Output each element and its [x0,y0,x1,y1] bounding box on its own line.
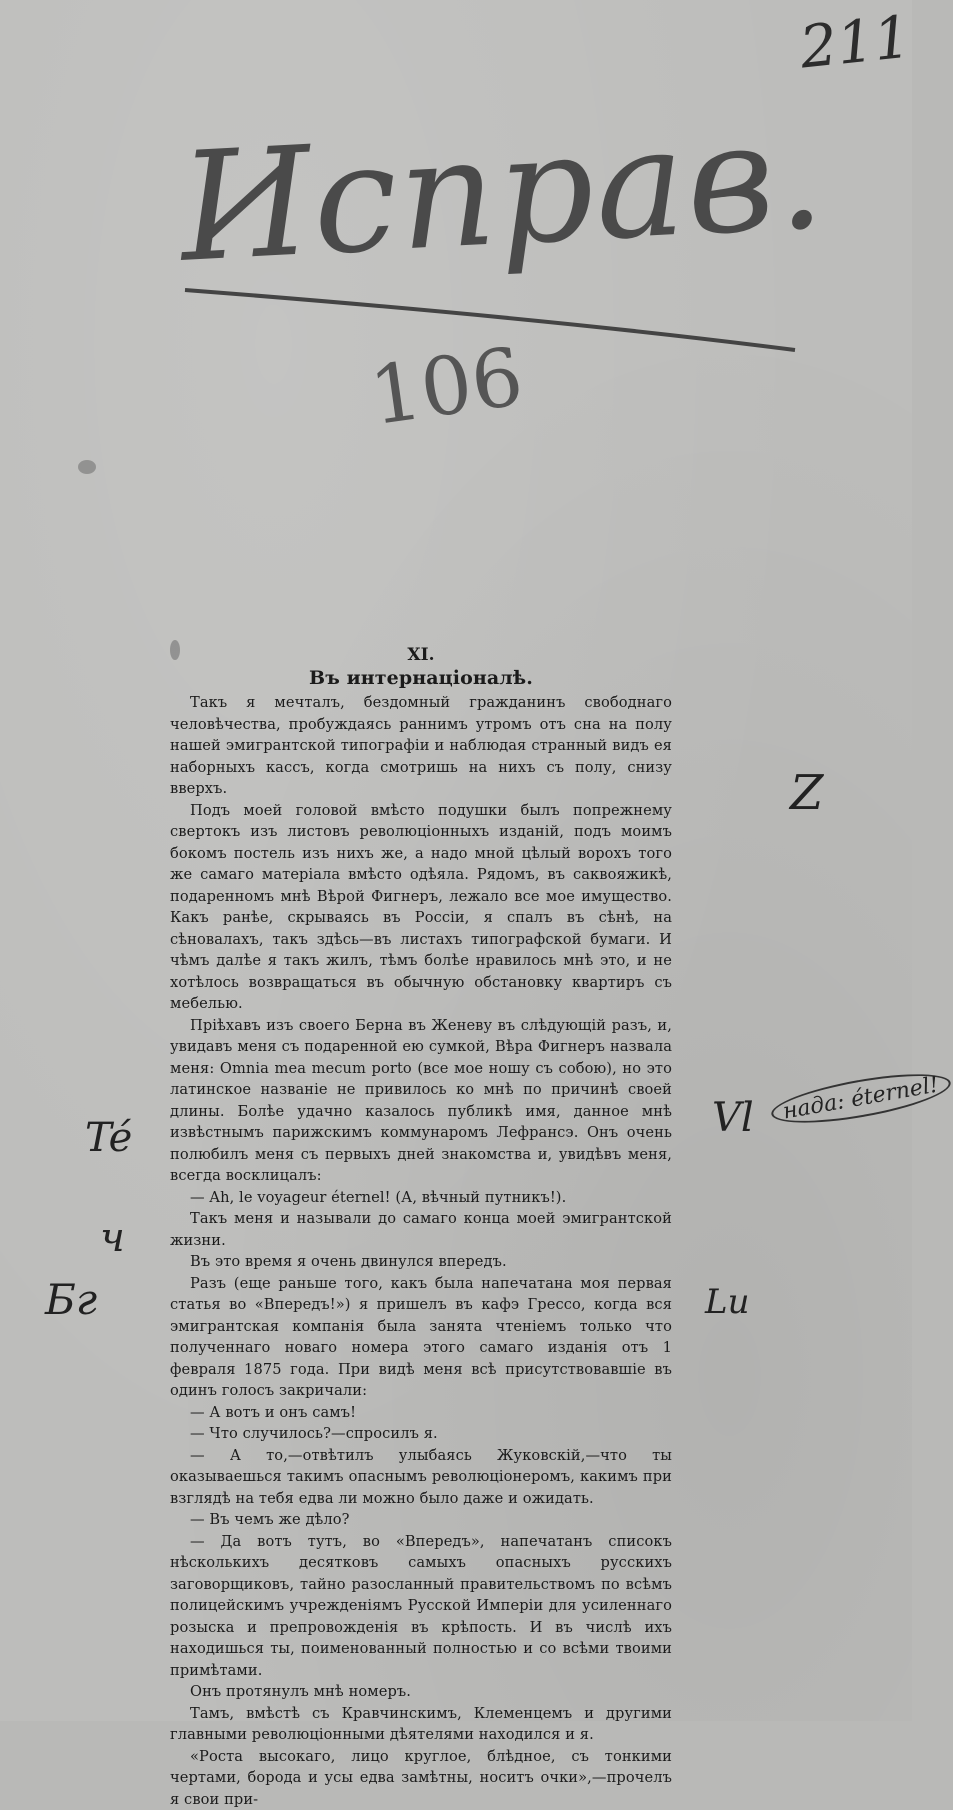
page-number-handwritten: 211 [797,2,914,81]
paragraph: Онъ протянулъ мнѣ номеръ. [170,1681,672,1703]
stain-mark [78,460,96,474]
margin-note: Té [85,1115,132,1161]
paragraph: — Да вотъ тутъ, во «Впередъ», напечатанъ списокъ нѣсколькихъ десятковъ самыхъ опасныхъ русскихъ заговорщиковъ, тайно разосланный правительствомъ по всѣмъ полицейскимъ учрежденіямъ Русской Имперіи для усиленнаго розыска и препровожденія въ крѣпость. И въ числѣ ихъ находишься ты, поименованный полностью и со всѣми твоими примѣтами. [170,1531,672,1682]
header-handwritten-word: Исправ. [176,88,830,296]
paragraph: — Что случилось?—спросилъ я. [170,1423,672,1445]
margin-note: Z [790,765,823,821]
paragraph: Тамъ, вмѣстѣ съ Кравчинскимъ, Клеменцемъ и другими главными революціонными дѣятелями находился и я. [170,1703,672,1746]
paragraph: — Въ чемъ же дѣло? [170,1509,672,1531]
margin-note: Lu [705,1282,749,1322]
margin-note: ч [100,1215,125,1261]
paragraph: Пріѣхавъ изъ своего Берна въ Женеву въ слѣдующій разъ, и, увидавъ меня съ подаренной ею сумкой, Вѣра Фигнеръ назвала меня: Omnia mea mecum porto (все мое ношу съ собою), но это латинское названіе не привилось ко мнѣ по причинѣ своей длины. Болѣе удачно казалось публикѣ имя, данное мнѣ извѣстнымъ парижскимъ коммунаромъ Лефрансэ. Онъ очень полюбилъ меня съ первыхъ дней знакомства и, увидѣвъ меня, всегда восклицалъ: [170,1015,672,1187]
paragraph: Такъ я мечталъ, бездомный гражданинъ свободнаго человѣчества, пробуждаясь раннимъ утромъ отъ сна на полу нашей эмигрантской типографіи и наблюдая странный видъ ея наборныхъ кассъ, когда смотришь на нихъ съ полу, снизу вверхъ. [170,692,672,800]
paragraph: Въ это время я очень двинулся впередъ. [170,1251,672,1273]
body-text-column [170,644,672,1810]
paragraph: — А вотъ и онъ самъ! [170,1402,672,1424]
paragraph: «Роста высокаго, лицо круглое, блѣдное, съ тонкими чертами, борода и усы едва замѣтны, носитъ очки»,—прочелъ я свои при- [170,1746,672,1810]
sheet-number-handwritten: 106 [364,330,528,443]
paragraph: — А то,—отвѣтилъ улыбаясь Жуковскій,—что ты оказываешься такимъ опаснымъ революціонеромъ, какимъ при взглядѣ на тебя едва ли можно было даже и ожидать. [170,1445,672,1510]
margin-note: Vl [712,1095,754,1141]
paragraph: Подъ моей головой вмѣсто подушки былъ попрежнему свертокъ изъ листовъ революціонныхъ изданій, подъ моимъ бокомъ постель изъ нихъ же, а надо мной цѣлый ворохъ того же самаго матеріала вмѣсто одѣяла. Рядомъ, въ саквояжикѣ, подаренномъ мнѣ Вѣрой Фигнеръ, лежало все мое имущество. Какъ ранѣе, скрываясь въ Россіи, я спалъ въ сѣнѣ, на сѣновалахъ, такъ здѣсь—въ листахъ типографской бумаги. И чѣмъ далѣе я такъ жилъ, тѣмъ болѣе нравилось мнѣ это, и не хотѣлось возвращаться въ обычную обстановку квартиръ съ мебелью. [170,800,672,1015]
chapter-number: XI. [170,644,672,666]
paragraph: Такъ меня и называли до самаго конца моей эмигрантской жизни. [170,1208,672,1251]
margin-note-circled: нада: éternel! [768,1065,953,1133]
paragraph: — Ah, le voyageur éternel! (А, вѣчный путникъ!). [170,1187,672,1209]
chapter-title: Въ интернаціоналѣ. [170,666,672,690]
paragraph: Разъ (еще раньше того, какъ была напечатана моя первая статья во «Впередъ!») я пришелъ въ кафэ Грессо, когда вся эмигрантская компанія была занята чтеніемъ только что полученнаго новаго номера этого самаго изданія отъ 1 февраля 1875 года. При видѣ меня всѣ присутствовавшіе въ одинъ голосъ закричали: [170,1273,672,1402]
margin-note: Бг [45,1275,97,1324]
